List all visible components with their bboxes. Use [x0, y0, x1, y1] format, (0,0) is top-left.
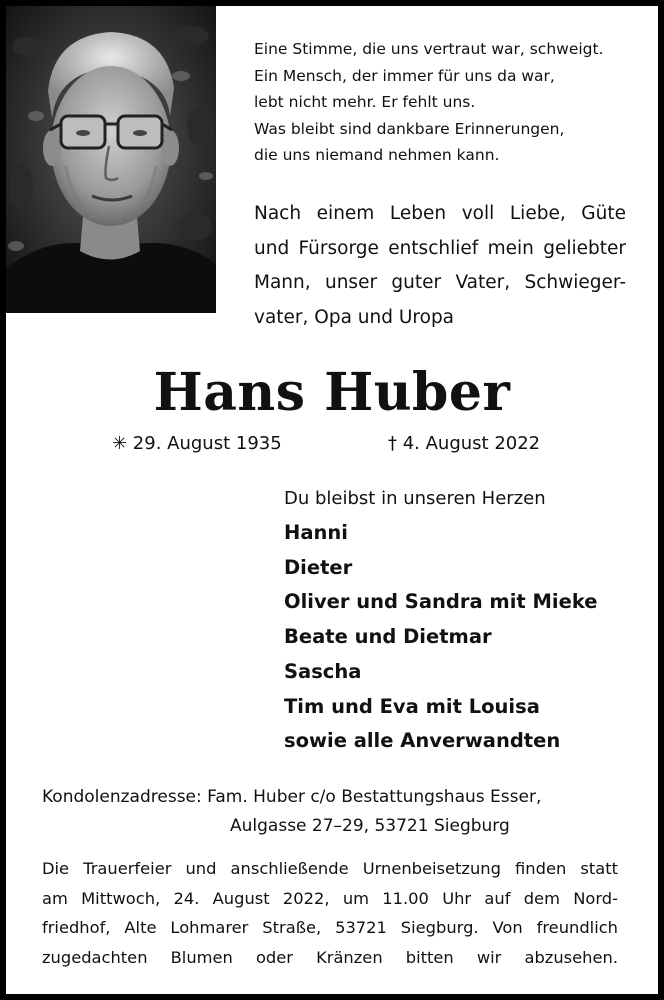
death-date: † 4. August 2022 [388, 433, 541, 454]
ceremony-line: friedhof, Alte Lohmarer Straße, 53721 Siegburg. Von freundlich [42, 918, 618, 937]
obituary-page [6, 6, 658, 994]
condolence-address [42, 783, 642, 841]
family-member: Tim und Eva mit Louisa [284, 694, 540, 718]
condolence-line: Aulgasse 27–29, 53721 Siegburg [230, 816, 510, 836]
poem-line: die uns niemand nehmen kann. [254, 146, 500, 164]
family-intro: Du bleibst in unseren Herzen [284, 488, 546, 509]
announcement-line: Mann, unser guter Vater, Schwieger- [254, 272, 626, 293]
deceased-name: Hans Huber [153, 362, 511, 423]
ceremony-line: am Mittwoch, 24. August 2022, um 11.00 Uhr auf dem Nord- [42, 888, 618, 908]
family-member: Beate und Dietmar [284, 625, 492, 649]
family-member: Dieter [284, 555, 353, 579]
announcement-line: vater, Opa und Uropa [254, 306, 455, 328]
family-list [284, 516, 598, 759]
announcement-line: und Fürsorge entschlief mein geliebter [254, 237, 626, 259]
ceremony-info [42, 854, 618, 972]
family-member: Oliver und Sandra mit Mieke [284, 590, 598, 614]
ceremony-line: zugedachten Blumen oder Kränzen bitten wir abzusehen. [42, 947, 618, 967]
family-member: Hanni [284, 521, 348, 544]
announcement-text [254, 197, 626, 335]
poem-line: lebt nicht mehr. Er fehlt uns. [254, 93, 476, 111]
poem-line: Ein Mensch, der immer für uns da war, [254, 66, 555, 85]
family-member: sowie alle Anverwandten [284, 729, 561, 753]
family-member: Sascha [284, 659, 362, 683]
ceremony-line: Die Trauerfeier und anschließende Urnenbeisetzung finden statt [42, 859, 618, 878]
poem-line: Eine Stimme, die uns vertraut war, schweigt. [254, 40, 604, 58]
announcement-line: Nach einem Leben voll Liebe, Güte [254, 203, 626, 224]
poem-line: Was bleibt sind dankbare Erinnerungen, [254, 119, 565, 138]
photo-frame [6, 6, 216, 313]
portrait-photo [6, 6, 216, 313]
birth-date: ✳ 29. August 1935 [112, 433, 282, 454]
memorial-poem [254, 36, 654, 169]
condolence-line: Kondolenzadresse: Fam. Huber c/o Bestattungshaus Esser, [42, 787, 542, 807]
